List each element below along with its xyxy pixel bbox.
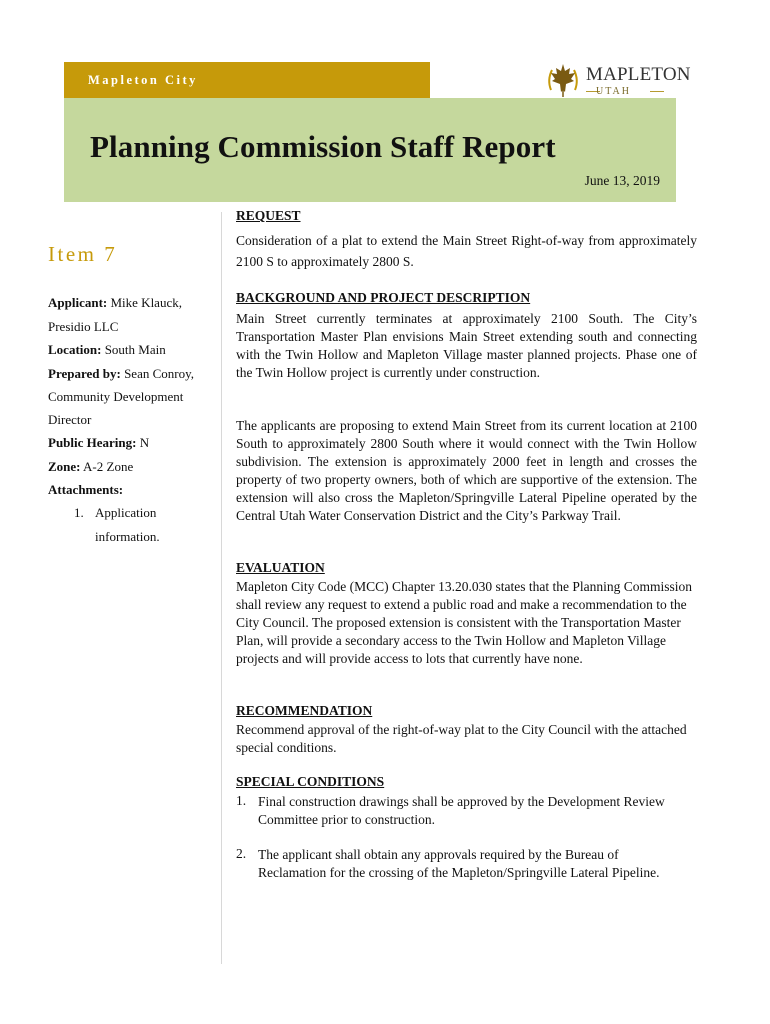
- condition-item: The applicant shall obtain any approvals required by the Bureau of Reclamation for the crossing of the Mapleton/Springville Lateral Pipeline.: [258, 847, 660, 880]
- prepared-title: Director: [48, 412, 92, 427]
- recommendation-text: Recommend approval of the right-of-way plat to the City Council with the attached special conditions.: [236, 722, 687, 755]
- attachment-item-cont: information.: [95, 529, 160, 544]
- recommendation-heading: RECOMMENDATION: [236, 703, 373, 718]
- banner-title: Mapleton City: [88, 73, 198, 87]
- condition-number: 2.: [236, 846, 247, 861]
- zone-value: A-2 Zone: [80, 459, 134, 474]
- logo-rule-right: [650, 91, 664, 92]
- location-label: Location:: [48, 342, 102, 357]
- location-value: South Main: [101, 342, 166, 357]
- header-banner: [64, 62, 430, 98]
- page-title: Planning Commission Staff Report: [90, 129, 556, 164]
- attachments-line: [48, 482, 123, 498]
- zone-line: [48, 459, 133, 475]
- attachments-label: Attachments:: [48, 482, 124, 497]
- evaluation-text: Mapleton City Code (MCC) Chapter 13.20.030 states that the Planning Commission shall review any request to extend a public road and make a recommendation to the City Council. The proposed extension is consistent with the Transportation Master Plan, will provide a secondary access to the Twin Hollow and Mapleton Village projects and will provide access to lots that currently have none.: [236, 579, 692, 666]
- title-block: [64, 98, 676, 202]
- hearing-line: [48, 435, 149, 451]
- report-date: June 13, 2019: [584, 173, 660, 188]
- request-text: Consideration of a plat to extend the Main Street Right-of-way from approximately 2100 S to approximately 2800 S.: [236, 233, 697, 269]
- zone-label: Zone:: [48, 459, 81, 474]
- prepared-label: Prepared by:: [48, 366, 121, 381]
- location-line: [48, 342, 166, 358]
- item-number: Item 7: [48, 242, 118, 266]
- condition-item: Final construction drawings shall be approved by the Development Review Committee prior to construction.: [258, 794, 665, 827]
- hearing-value: N: [136, 435, 150, 450]
- logo-subtitle: UTAH: [596, 86, 631, 97]
- applicant-org: Presidio LLC: [48, 319, 119, 334]
- background-paragraph-2: The applicants are proposing to extend Main Street from its current location at 2100 South to approximately 2800 South where it would connect with the Twin Hollow subdivision. The extension is approximately 2000 feet in length and crosses the property of two property owners, both of which are supportive of the extension. The extension will also cross the Mapleton/Springville Lateral Pipeline operated by the Central Utah Water Conservation District and the City’s Parkway Trail.: [236, 418, 697, 523]
- prepared-line: [48, 366, 194, 382]
- prepared-dept: Community Development: [48, 389, 184, 404]
- maple-leaf-icon: [544, 60, 582, 100]
- condition-number: 1.: [236, 793, 247, 808]
- attachment-number: 1.: [74, 505, 84, 520]
- attachment-item: Application: [95, 505, 157, 520]
- applicant-label: Applicant:: [48, 295, 108, 310]
- request-heading: REQUEST: [236, 208, 301, 223]
- applicant-line: [48, 295, 182, 311]
- prepared-value: Sean Conroy,: [120, 366, 195, 381]
- applicant-value: Mike Klauck,: [107, 295, 182, 310]
- conditions-heading: SPECIAL CONDITIONS: [236, 774, 385, 789]
- logo-wordmark: MAPLETON: [586, 64, 691, 85]
- background-paragraph-1: Main Street currently terminates at approximately 2100 South. The City’s Transportation Master Plan envisions Main Street extending south and connecting with the Twin Hollow and Mapleton Village master planned projects. Phase one of the Twin Hollow project is currently under construction.: [236, 311, 697, 380]
- hearing-label: Public Hearing:: [48, 435, 137, 450]
- column-divider: [221, 212, 222, 964]
- evaluation-heading: EVALUATION: [236, 560, 325, 575]
- background-heading: BACKGROUND AND PROJECT DESCRIPTION: [236, 290, 531, 305]
- mapleton-logo: [544, 60, 691, 100]
